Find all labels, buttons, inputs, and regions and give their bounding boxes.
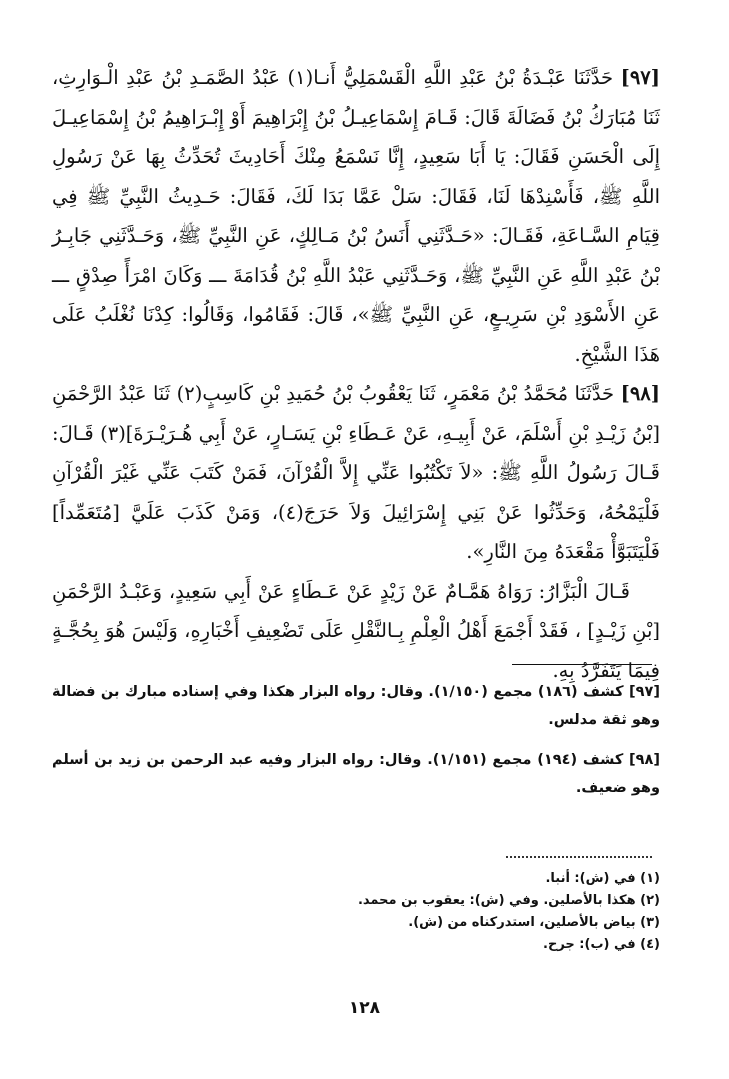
source-notes	[52, 678, 660, 814]
hadith-97-number: [٩٧]	[620, 66, 660, 89]
commentary: قَـالَ الْبَزَّارُ: رَوَاهُ هَمَّـامٌ عَنْ زَيْدٍ عَنْ عَـطَاءٍ عَنْ أَبِي سَعِيدٍ، وَعَبْـدُ الرَّحْمَنِ [بْنِ زَيْـدٍ] ، فَقَدْ أَجْمَعَ أَهْلُ الْعِلْمِ بِـالنَّقْلِ عَلَى تَضْعِيفِ أَخْبَارِهِ، وَلَيْسَ هُوَ بِحُجَّـةٍ فِيمَا يَتَفَرَّدُ بِهِ.	[52, 579, 660, 682]
main-text	[52, 58, 660, 690]
footnote-separator	[512, 664, 652, 665]
footnote: (٤) في (ب): جرح.	[543, 937, 660, 952]
footnote: (٢) هكذا بالأصلين. وفي (ش): يعقوب بن محمد.	[357, 893, 660, 908]
source-note-97: [٩٧] كشف (١٨٦) مجمع (١/١٥٠). وقال: رواه البزار هكذا وفي إسناده مبارك بن فضالة وهو ثقة مدلس.	[52, 684, 660, 728]
footnotes	[200, 868, 660, 956]
footnote: (٣) بياض بالأصلين، استدركناه من (ش).	[408, 915, 660, 930]
hadith-98	[52, 374, 660, 572]
hadith-98-number: [٩٨]	[620, 382, 660, 405]
source-note-98: [٩٨] كشف (١٩٤) مجمع (١/١٥١). وقال: رواه البزار وفيه عبد الرحمن بن زيد بن أسلم وهو ضعيف.	[52, 752, 661, 796]
page-number: ١٢٨	[348, 998, 381, 1018]
hadith-97-text: حَدَّثَنَا عَبْـدَةُ بْنُ عَبْدِ اللَّهِ الْقَسْمَلِيُّ أَنـا(١) عَبْدُ الصَّمَـدِ بْنُ عَبْدِ الْـوَارِثِ، ثَنَا مُبَارَكُ بْنُ فَضَالَةَ قَالَ: قَـامَ إِسْمَاعِيـلُ بْنُ إِبْرَاهِيمَ أَوْ إِبْـرَاهِيمُ بْنُ إِسْمَاعِيـلَ إِلَى الْحَسَنِ فَقَالَ: يَا أَبَا سَعِيدٍ، إِنَّا نَسْمَعُ مِنْكَ أَحَادِيثَ تُحَدِّثُ بِهَا عَنْ رَسُولِ اللَّهِ ﷺ، فَأَسْنِدْهَا لَنَا، فَقَالَ: سَلْ عَمَّا بَدَا لَكَ، فَقَالَ: حَـدِيثُ النَّبِيِّ ﷺ فِي قِيَامِ السَّـاعَةِ، فَقَـالَ: «حَـدَّثَنِي أَنَسُ بْنُ مَـالِكٍ، عَنِ النَّبِيِّ ﷺ، وَحَـدَّثَنِي جَابِـرُ بْنُ عَبْدِ اللَّهِ عَنِ النَّبِيِّ ﷺ، وَحَـدَّثَنِي عَبْدُ اللَّهِ بْنُ قُدَامَةَ ـــ وَكَانَ امْرَأً صِدْقٍ ـــ عَنِ الأَسْوَدِ بْنِ سَرِيـعٍ، عَنِ النَّبِيِّ ﷺ»، قَالَ: فَقَامُوا، وَقَالُوا: كِدْنَا نُغْلَبُ عَلَى هَذَا الشَّيْخِ.	[52, 66, 660, 366]
dotted-separator	[506, 856, 652, 858]
hadith-98-text: حَدَّثَنَا مُحَمَّدُ بْنُ مَعْمَرٍ، ثَنَا يَعْقُوبُ بْنُ حُمَيدِ بْنِ كَاسِبٍ(٢) ثَنَا عَبْدُ الرَّحْمَنِ [بْنُ زَيْـدِ بْنِ أَسْلَمَ، عَنْ أَبِيـهِ، عَنْ عَـطَاءِ بْنِ يَسَـارٍ، عَنْ أَبِي هُـرَيْـرَةَ](٣) قَـالَ: قَـالَ رَسُولُ اللَّهِ ﷺ: «لاَ تَكْتُبُوا عَنِّي إِلاَّ الْقُرْآنَ، فَمَنْ كَتَبَ عَنِّي غَيْرَ الْقُرْآنِ فَلْيَمْحُهُ، وَحَدِّثُوا عَنْ بَنِي إِسْرَائِيلَ وَلاَ حَرَجَ(٤)، وَمَنْ كَذَبَ عَلَيَّ [مُتَعَمِّداً] فَلْيَتَبَوَّأْ مَقْعَدَهُ مِنَ النَّارِ».	[52, 382, 660, 563]
footnote: (١) في (ش): أنبا.	[545, 871, 660, 886]
hadith-97	[52, 58, 660, 374]
